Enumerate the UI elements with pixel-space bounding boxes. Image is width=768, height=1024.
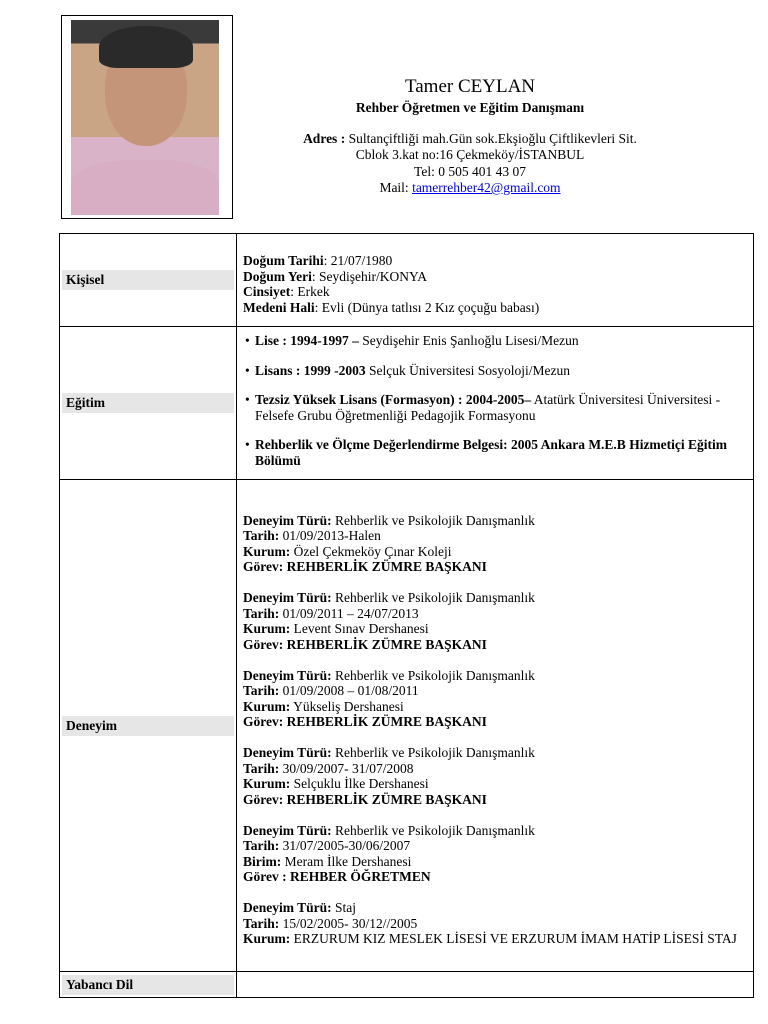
experience-entry: Deneyim Türü: Rehberlik ve Psikolojik Danışmanlık Tarih: 31/07/2005-30/06/2007 Birim: Meram İlke Dershanesi Görev : REHBER ÖĞRETMEN: [243, 822, 535, 884]
section-egitim: [60, 327, 754, 480]
person-name: Tamer CEYLAN: [404, 76, 536, 97]
experience-entry: Deneyim Türü: Rehberlik ve Psikolojik Danışmanlık Tarih: 01/09/2011 – 24/07/2013 Kurum: Levent Sınav Dershanesi Görev: REHBERLİK ZÜMRE BAŞKANI: [243, 590, 535, 652]
address-line-2: Cblok 3.kat no:16 Çekmeköy/İSTANBUL: [355, 147, 585, 162]
section-yabanci-dil: [60, 972, 754, 998]
birth-place: : Seydişehir/KONYA: [311, 268, 427, 284]
profile-photo: [71, 20, 219, 215]
section-label-yabanci-dil: Yabancı Dil: [62, 975, 234, 995]
education-item: • Lise : 1994-1997 – Seydişehir Enis Şanlıoğlu Lisesi/Mezun: [243, 333, 747, 349]
marital-status: : Evli (Dünya tatlısı 2 Kız çoçuğu babası): [314, 299, 540, 315]
person-role: Rehber Öğretmen ve Eğitim Danışmanı: [355, 100, 585, 115]
mail-line: Mail: tamerrehber42@gmail.com: [379, 180, 561, 195]
education-item: • Tezsiz Yüksek Lisans (Formasyon) : 2004-2005– Atatürk Üniversitesi Üniversitesi - Felsefe Grubu Öğretmenliği Pedagojik Formasyonu: [243, 392, 747, 423]
email-link[interactable]: tamerrehber42@gmail.com: [412, 180, 561, 195]
experience-entry: Deneyim Türü: Rehberlik ve Psikolojik Danışmanlık Tarih: 01/09/2008 – 01/08/2011 Kurum: Yükseliş Dershanesi Görev: REHBERLİK ZÜMRE BAŞKANI: [243, 667, 535, 729]
gender: : Erkek: [290, 284, 330, 299]
address-label: Adres :: [303, 130, 346, 146]
education-item: • Rehberlik ve Ölçme Değerlendirme Belgesi: 2005 Ankara M.E.B Hizmetiçi Eğitim Bölümü: [243, 437, 747, 468]
phone: Tel: 0 505 401 43 07: [414, 163, 526, 179]
experience-entry: Deneyim Türü: Rehberlik ve Psikolojik Danışmanlık Tarih: 01/09/2013-Halen Kurum: Özel Çekmeköy Çınar Koleji Görev: REHBERLİK ZÜMRE BAŞKANI: [243, 512, 535, 574]
cv-header: [240, 76, 700, 197]
address-line-1: Adres : Sultançiftliği mah.Gün sok.Ekşioğlu Çiftlikevleri Sit.: [303, 130, 637, 146]
experience-entry: Deneyim Türü: Staj Tarih: 15/02/2005- 30/12//2005 Kurum: ERZURUM KIZ MESLEK LİSESİ VE ERZURUM İMAM HATİP LİSESİ STAJ: [243, 900, 737, 946]
experience-entry: Deneyim Türü: Rehberlik ve Psikolojik Danışmanlık Tarih: 30/09/2007- 31/07/2008 Kurum: Selçuklu İlke Dershanesi Görev: REHBERLİK ZÜMRE BAŞKANI: [243, 745, 535, 807]
section-label-deneyim: Deneyim: [62, 716, 234, 736]
section-deneyim: [60, 480, 754, 972]
cv-table: [59, 233, 754, 998]
section-kisisel: Kişisel Doğum Tarihi: 21/07/1980 Doğum Yeri: Seydişehir/KONYA Cinsiyet: Erkek Medeni Hali: Evli (Dünya tatlısı 2 Kız çoçuğu babası): [60, 234, 754, 327]
section-label-egitim: Eğitim: [62, 393, 234, 413]
education-item: • Lisans : 1999 -2003 Selçuk Üniversitesi Sosyoloji/Mezun: [243, 363, 747, 379]
section-label-kisisel: Kişisel: [62, 270, 234, 290]
birth-date: : 21/07/1980: [323, 253, 393, 268]
photo-frame: [61, 15, 233, 219]
